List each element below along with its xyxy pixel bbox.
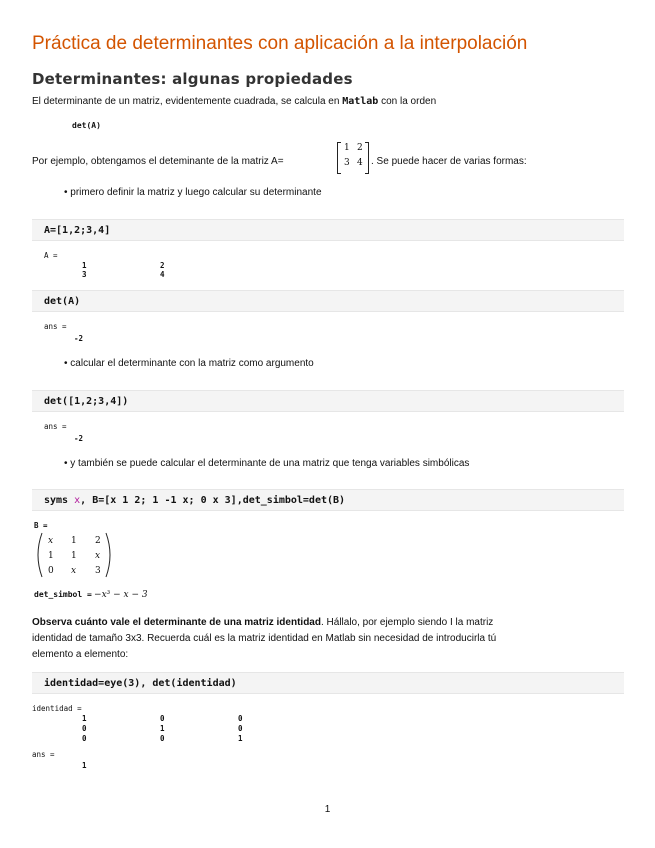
output-value: 0	[160, 734, 165, 743]
output-value: 2	[160, 261, 165, 270]
output-label: ans =	[32, 750, 55, 759]
observe-text: . Hállalo, por ejemplo siendo I la matriz	[320, 617, 494, 628]
code-cell: identidad=eye(3), det(identidad)	[32, 672, 624, 694]
code-cell: det([1,2;3,4])	[32, 390, 624, 412]
bullet-text: calcular el determinante con la matriz como argumento	[70, 358, 314, 369]
code-cell	[32, 489, 624, 511]
intro-text-after: con la orden	[378, 96, 437, 107]
output-label: ans =	[44, 422, 67, 431]
output-label: identidad =	[32, 704, 82, 713]
output-value: 1	[238, 734, 243, 743]
observe-line-1	[32, 617, 493, 628]
page-number: 1	[324, 804, 331, 815]
code-symbol: x	[74, 495, 81, 506]
bullet-text: y también se puede calcular el determinante de una matriz que tenga variables simbólicas	[70, 458, 470, 469]
det-command: det(A)	[72, 121, 101, 130]
intro-matlab: Matlab	[342, 96, 379, 107]
output-value: 0	[238, 724, 243, 733]
output-value: 3	[82, 270, 87, 279]
output-value: 4	[160, 270, 165, 279]
section-title: Determinantes: algunas propiedades	[32, 70, 353, 88]
matrix-cell: 1	[48, 551, 54, 561]
det-simbol-expr: −x³ − x − 3	[94, 590, 148, 600]
det-simbol-label: det_simbol =	[34, 590, 92, 599]
output-label: A =	[44, 251, 58, 260]
matrix-cell: 4	[357, 158, 363, 168]
output-label: B =	[34, 521, 48, 530]
matrix-cell: 2	[95, 536, 101, 546]
bullet-item: • calcular el determinante con la matriz como argumento	[64, 358, 314, 369]
example-text-after: . Se puede hacer de varias formas:	[371, 156, 527, 167]
output-value: 0	[238, 714, 243, 723]
matrix-cell: 3	[95, 566, 101, 576]
det-simbol-line	[34, 590, 148, 600]
matrix-cell: 1	[71, 551, 77, 561]
matrix-cell: x	[71, 566, 77, 576]
bullet-item: • y también se puede calcular el determinante de una matriz que tenga variables simbólicas	[64, 458, 470, 469]
observe-bold: Observa cuánto vale el determinante de una matriz identidad	[32, 617, 321, 628]
matrix-cell: 1	[344, 143, 350, 153]
matrix-cell: 1	[71, 536, 77, 546]
output-value: 0	[82, 734, 87, 743]
bullet-text: primero definir la matriz y luego calcular su determinante	[70, 187, 322, 198]
observe-line-3: elemento a elemento:	[32, 649, 129, 660]
page-title: Práctica de determinantes con aplicación a la interpolación	[32, 33, 528, 54]
matrix-cell: 3	[344, 158, 350, 168]
code-keyword: syms	[44, 495, 69, 506]
output-value: 1	[82, 261, 87, 270]
code-cell: det(A)	[32, 290, 624, 312]
output-value: 1	[82, 761, 87, 770]
code-cell: A=[1,2;3,4]	[32, 219, 624, 241]
matrix-cell: 2	[357, 143, 363, 153]
matrix-cell: x	[95, 551, 101, 561]
code-text: , B=[x 1 2; 1 -1 x; 0 x 3],det_simbol=det(B)	[80, 495, 346, 506]
output-value: 0	[82, 724, 87, 733]
example-text-before: Por ejemplo, obtengamos el deteminante de la matriz A=	[32, 156, 284, 167]
observe-line-2: identidad de tamaño 3x3. Recuerda cuál es la matriz identidad en Matlab sin necesidad de introducirla tú	[32, 633, 497, 644]
output-value: 1	[160, 724, 165, 733]
symbolic-matrix	[32, 530, 112, 580]
output-value: 0	[160, 714, 165, 723]
output-value: 1	[82, 714, 87, 723]
matrix-right-bracket	[365, 142, 369, 174]
output-value: -2	[74, 434, 84, 443]
bullet-item: • primero definir la matriz y luego calcular su determinante	[64, 187, 322, 198]
matrix-cell: x	[48, 536, 54, 546]
inline-matrix	[337, 142, 369, 174]
matrix-left-bracket	[337, 142, 341, 174]
intro-paragraph	[32, 96, 436, 107]
output-value: -2	[74, 334, 84, 343]
matrix-cell: 0	[48, 566, 54, 576]
intro-text-before: El determinante de un matriz, evidentemente cuadrada, se calcula en	[32, 96, 343, 107]
output-label: ans =	[44, 322, 67, 331]
